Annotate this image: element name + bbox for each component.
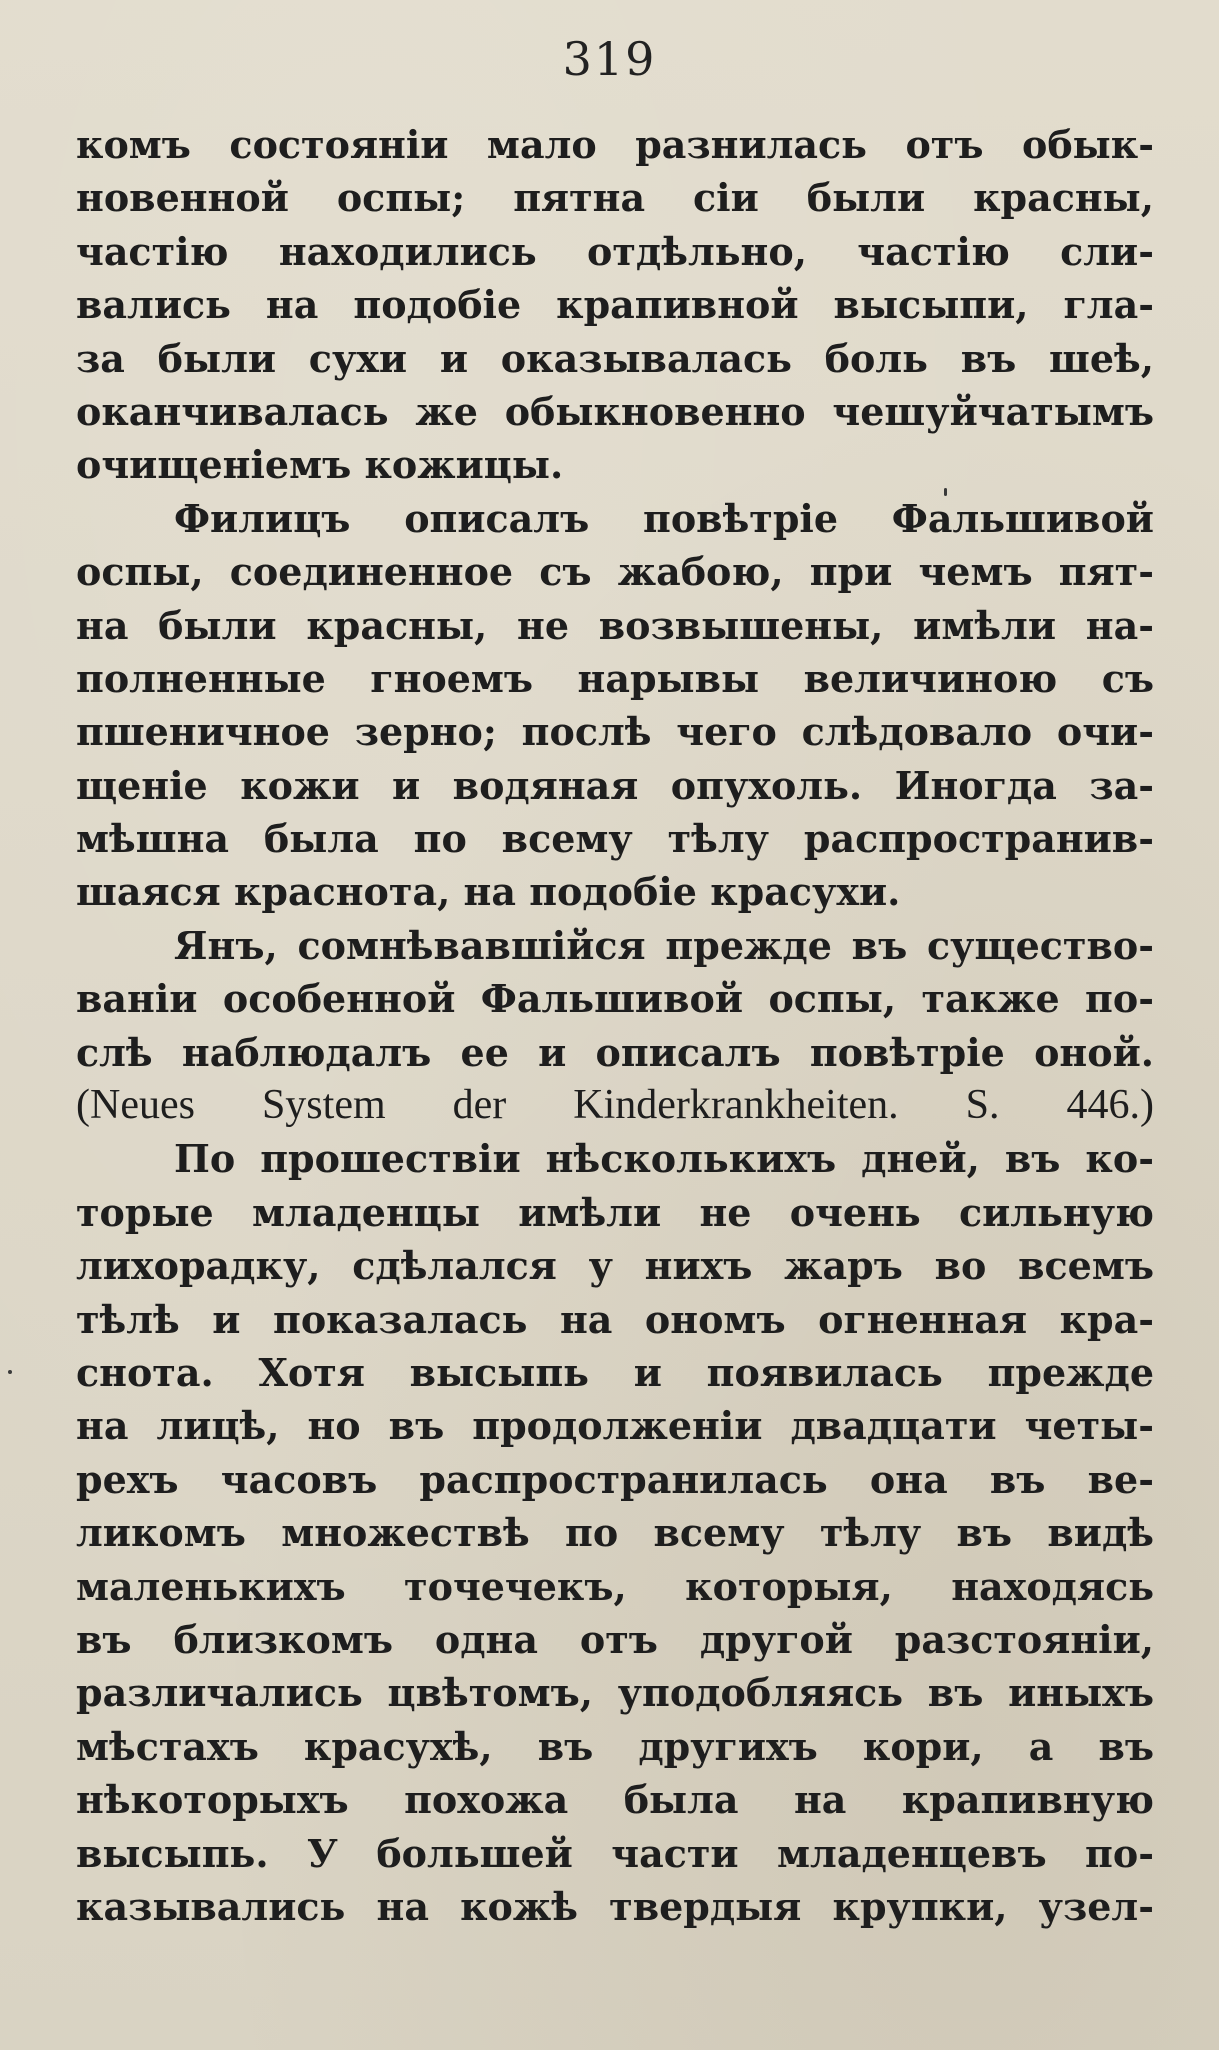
text-line: пшеничное зерно; послѣ чего слѣдовало очи-	[76, 709, 1154, 755]
text-line: щеніе кожи и водяная опухоль. Иногда за-	[76, 762, 1154, 808]
text-line: оканчивалась же обыкновенно чешуйчатымъ	[76, 388, 1154, 434]
text-line: очищеніемъ кожицы.	[76, 442, 564, 488]
text-line: маленькихъ точечекъ, которыя, находясь	[76, 1563, 1154, 1609]
text-line: торые младенцы имѣли не очень сильную	[76, 1189, 1154, 1235]
paragraph-first-line: Янъ, сомнѣвавшійся прежде въ существо-	[174, 922, 1154, 968]
text-line: на были красны, не возвышены, имѣли на-	[76, 602, 1154, 648]
text-line: мѣстахъ красухѣ, въ другихъ кори, а въ	[76, 1723, 1154, 1769]
text-line: оспы, соединенное съ жабою, при чемъ пят-	[76, 549, 1154, 595]
text-line: въ близкомъ одна отъ другой разстояніи,	[76, 1616, 1154, 1662]
text-line: за были сухи и оказывалась боль въ шеѣ,	[76, 335, 1154, 381]
text-line: шаяся краснота, на подобіе красухи.	[76, 869, 901, 915]
text-line: новенной оспы; пятна сіи были красны,	[76, 175, 1154, 221]
body-text	[76, 118, 1154, 1933]
text-line: частію находились отдѣльно, частію сли-	[76, 228, 1154, 274]
text-line: полненные гноемъ нарывы величиною съ	[76, 655, 1154, 701]
text-line: казывались на кожѣ твердыя крупки, узел-	[76, 1883, 1154, 1929]
text-line: снота. Хотя высыпь и появилась прежде	[76, 1349, 1154, 1395]
text-line: комъ состояніи мало разнилась отъ обык-	[76, 122, 1154, 167]
text-line: слѣ наблюдалъ ее и описалъ повѣтріе оной.	[76, 1029, 1154, 1075]
text-line: высыпь. У большей части младенцевъ по-	[76, 1830, 1154, 1876]
text-line: вались на подобіе крапивной высыпи, гла-	[76, 282, 1154, 328]
text-line: на лицѣ, но въ продолженіи двадцати четы-	[76, 1403, 1154, 1449]
text-line: рехъ часовъ распространилась она въ ве-	[76, 1456, 1154, 1502]
text-line: ликомъ множествѣ по всему тѣлу въ видѣ	[76, 1510, 1154, 1556]
page-number: 319	[562, 32, 657, 86]
paragraph-first-line: По прошествіи нѣсколькихъ дней, въ ко-	[174, 1136, 1154, 1182]
text-line: тѣлѣ и показалась на ономъ огненная кра-	[76, 1296, 1154, 1342]
ink-speck	[944, 488, 947, 496]
text-line: мѣшна была по всему тѣлу распространив-	[76, 816, 1154, 862]
text-line: нѣкоторыхъ похожа была на крапивную	[76, 1777, 1154, 1823]
ink-speck	[8, 1370, 12, 1374]
paragraph-first-line: Филицъ описалъ повѣтріе Фальшивой	[174, 495, 1154, 541]
citation-line: (Neues System der Kinderkrankheiten. S. 446.)	[76, 1082, 1154, 1129]
text-line: различались цвѣтомъ, уподобляясь въ иныхъ	[76, 1670, 1154, 1716]
text-line: ваніи особенной Фальшивой оспы, также по-	[76, 976, 1154, 1022]
text-line: лихорадку, сдѣлался у нихъ жаръ во всемъ	[76, 1243, 1154, 1289]
